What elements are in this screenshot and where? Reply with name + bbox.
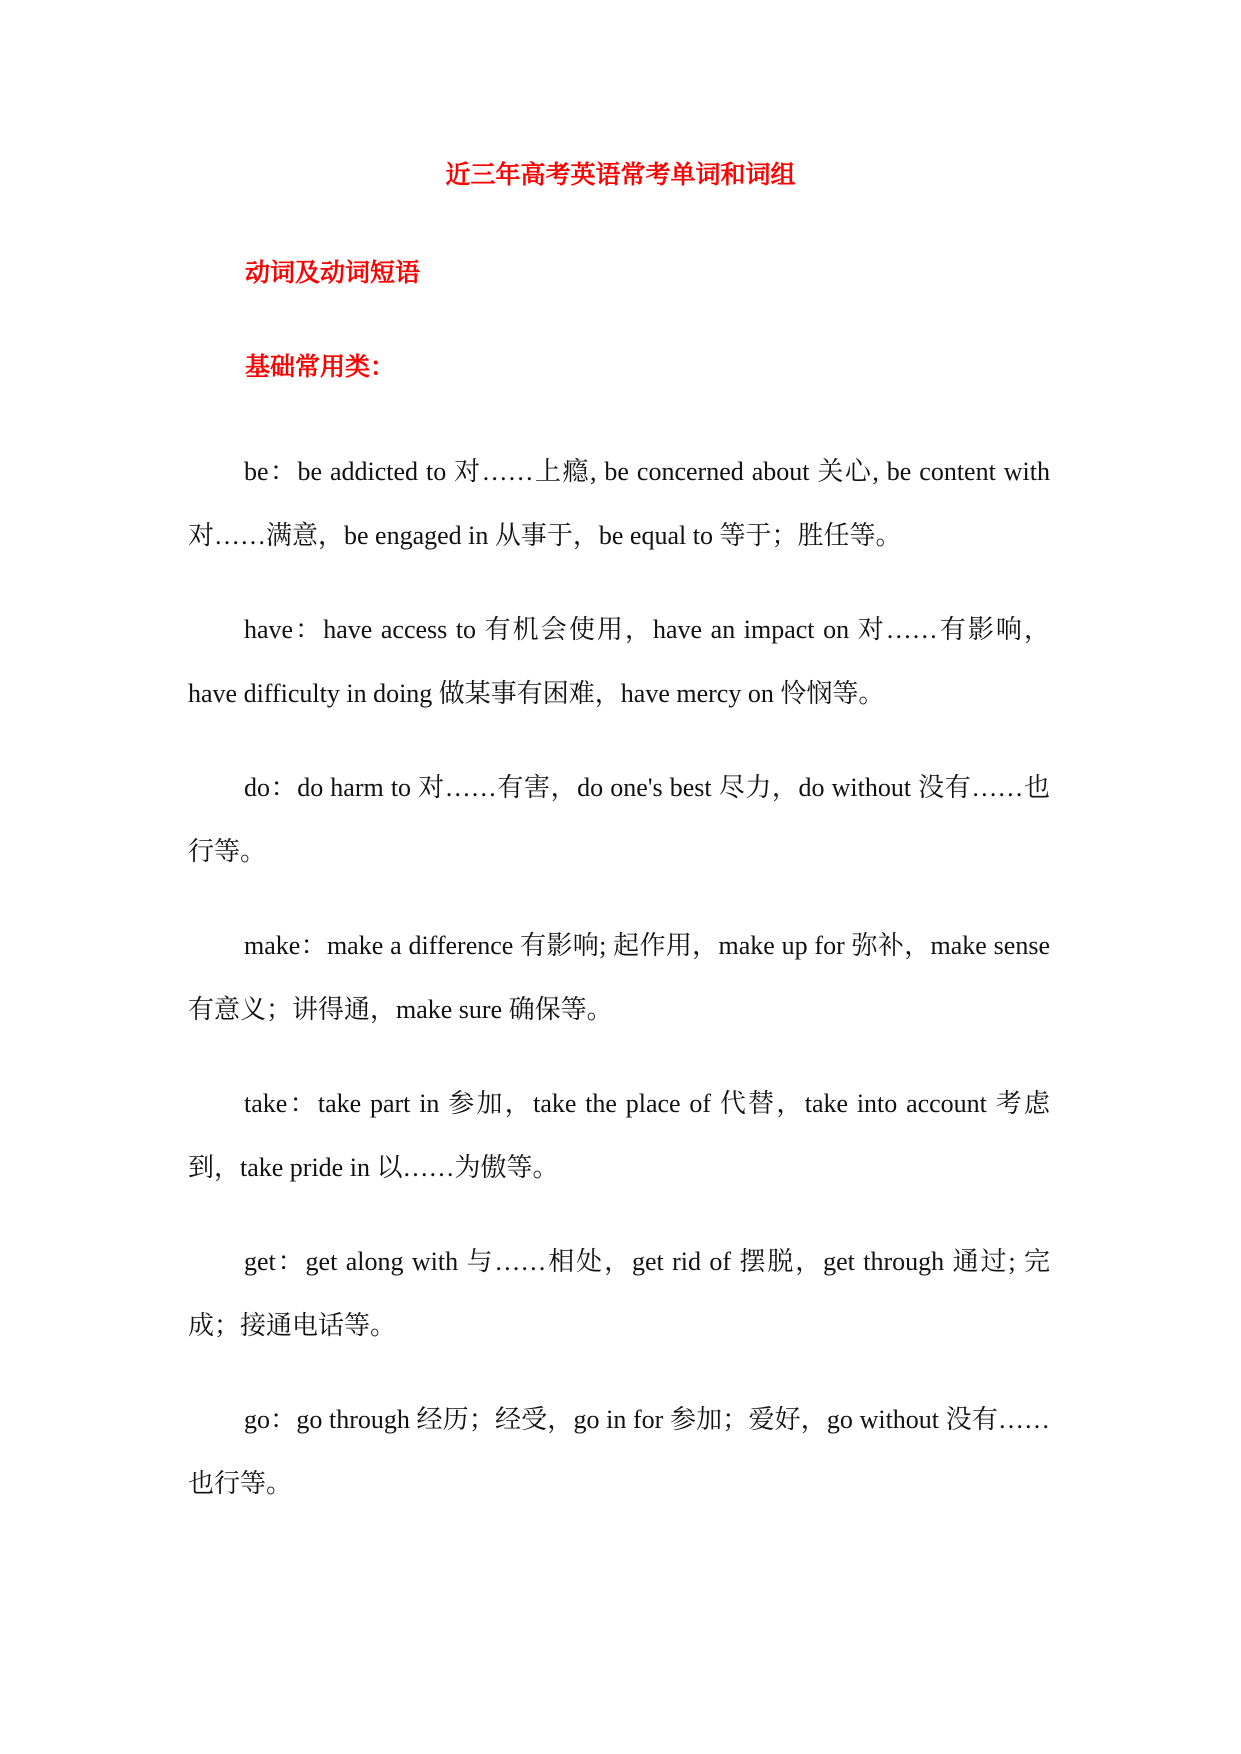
vocabulary-entry-go: go：go through 经历；经受，go in for 参加；爱好，go without 没有……也行等。 [188, 1405, 1050, 1498]
vocabulary-entry-list [188, 440, 1050, 1546]
vocabulary-entry-make: make：make a difference 有影响; 起作用，make up for 弥补，make sense 有意义；讲得通，make sure 确保等。 [188, 931, 1050, 1024]
vocabulary-entry-take: take：take part in 参加，take the place of 代替，take into account 考虑到，take pride in 以……为傲等。 [188, 1089, 1050, 1182]
vocabulary-entry-do: do：do harm to 对……有害，do one's best 尽力，do without 没有……也行等。 [188, 773, 1050, 866]
subsection-heading: 基础常用类： [245, 352, 396, 381]
vocabulary-entry-get: get：get along with 与……相处，get rid of 摆脱，get through 通过; 完成；接通电话等。 [188, 1247, 1050, 1340]
vocabulary-entry-be: be：be addicted to 对……上瘾, be concerned about 关心, be content with 对……满意，be engaged in 从事于，be equal to 等于；胜任等。 [188, 457, 1050, 550]
document-title: 近三年高考英语常考单词和词组 [445, 160, 796, 189]
section-heading: 动词及动词短语 [245, 258, 421, 287]
vocabulary-entry-have: have：have access to 有机会使用，have an impact on 对……有影响，have difficulty in doing 做某事有困难，have mercy on 怜悯等。 [188, 615, 1050, 708]
